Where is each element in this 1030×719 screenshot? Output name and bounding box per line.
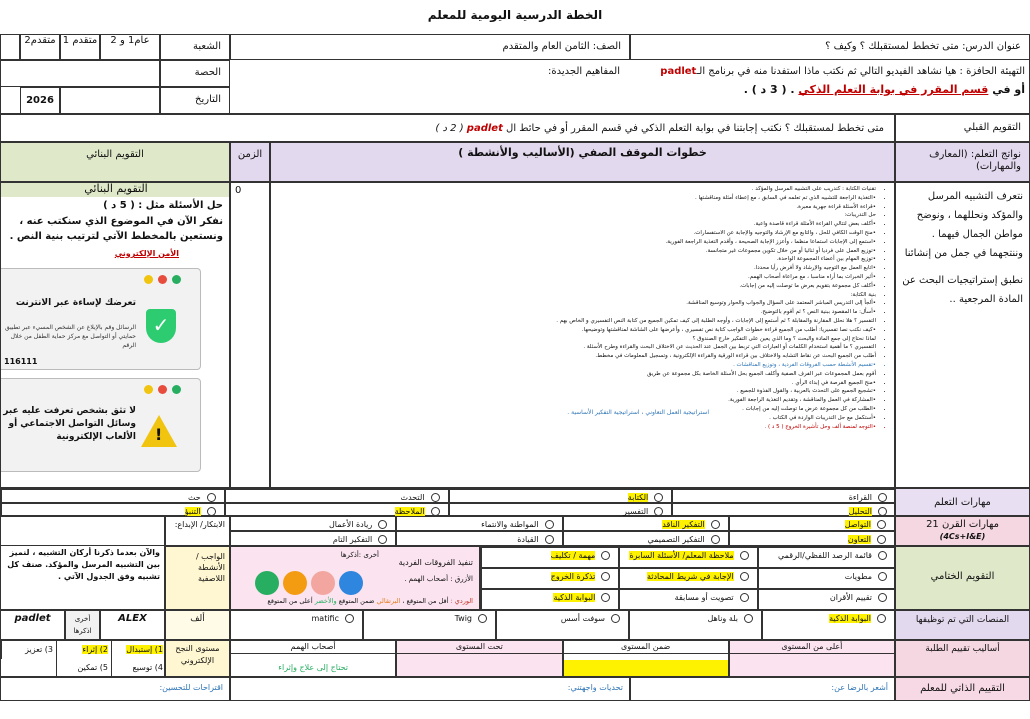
skill-item-label: الملاحظة (394, 507, 425, 516)
skill-item-label: القراءة (848, 493, 872, 502)
final-item[interactable] (619, 568, 757, 589)
platform-item-label: بلة وناهل (707, 614, 738, 623)
formative-body (0, 182, 230, 488)
checkbox-icon[interactable] (601, 551, 610, 560)
safety-card-1 (0, 268, 201, 370)
assignment-text: والآن بعدما ذكرنا أركان التشبيه ، لنميز بين التشبيه المرسل والمؤكد. صنف كل تشبيه وفق الجدول الآتي . (0, 516, 165, 610)
warmup-line2 (630, 84, 1025, 96)
outcomes-header: نواتج التعلم: (المعارف والمهارات) (895, 142, 1030, 182)
pre-assessment-question: متى تخطط لمستقبلك ؟ نكتب إجابتنا في بوابة التعلم الذكي في قسم المقرر أو في حائط ال (506, 123, 884, 134)
class-col-1: عام1 و 2 (100, 34, 160, 60)
safety-card-1-body: الرسائل وقم بالإبلاغ عن الشخص المسيء عبر تطبيق حمايتي أو التواصل مع مركز حماية الطفل من خلال الرقم (4, 324, 136, 349)
final-item-label: مطويات (844, 572, 872, 581)
level-orange-label: البرتقالي (376, 597, 401, 605)
final-item-label: ملاحظة المعلم/ الأسئلة السابرة (629, 551, 734, 560)
final-item-label: تذكرة الخروج (550, 572, 596, 581)
skill-item[interactable] (1, 489, 225, 503)
level-label: أعلى من المستوى (730, 641, 894, 654)
pink-face-icon (311, 571, 335, 595)
self-eval-label: التقييم الذاتي للمعلم (895, 677, 1030, 701)
time-header: الزمن (230, 142, 270, 182)
step-item: • •التوجه لمنصة ألف وحل تأشيرة الخروج ( 5 د ) . (275, 423, 876, 432)
final-item-label: الإجابة في شريط المحادثة (646, 572, 734, 581)
skill-item-label: الكتابة (627, 493, 649, 502)
level-label: تحت المستوى (397, 641, 561, 654)
alex-label: ALEX (100, 610, 165, 640)
step-item: • •توزيع المهام بين أعضاء المجموعة الواحدة. (275, 255, 876, 264)
c21-item[interactable] (729, 516, 895, 531)
safety-card-1-number: 116111 (4, 357, 38, 366)
step-item: • •أستكمل مع حل التدريبات الواردة في الكتاب . (275, 414, 876, 423)
checkbox-icon[interactable] (478, 614, 487, 623)
safety-title: الأمن الإلكتروني (114, 249, 179, 258)
level-pink-text: أقل من المتوقع ، (402, 597, 449, 605)
step-item: • حل التدريبات: (275, 211, 876, 220)
checkbox-icon[interactable] (878, 493, 887, 502)
period-label: الحصة (160, 60, 230, 87)
checkbox-icon[interactable] (545, 535, 554, 544)
step-item: • •اتابع العمل مع التوجيه والإرشاد ولا أفرض رأيا محددا. (275, 264, 876, 273)
step-item: • لماذا نحتاج إلى جمع المادة والبحث ؟ وما الذي يعين على التفكير خارج الصندوق ؟ (275, 335, 876, 344)
checkbox-icon[interactable] (877, 614, 886, 623)
date-label: التاريخ (160, 87, 230, 114)
step-item: • •المشاركة في العمل والمناقشة ، وتقديم التغذية الراجعة الفورية. (275, 396, 876, 405)
final-item[interactable] (619, 589, 757, 610)
alef-label: ألف (165, 610, 230, 640)
checkbox-icon[interactable] (740, 593, 749, 602)
checkbox-icon[interactable] (711, 520, 720, 529)
warmup-time: . ( 3 د ) . (743, 83, 795, 96)
c21-item[interactable] (396, 516, 562, 531)
c21-item-label: المواطنة والانتماء (481, 520, 539, 529)
step-item: • التفسير ؟ هلا نحلل المقارنة والمقابلة ؟ ثم أستمع إلى الإجابات ، وأوجه الطلبة إلى كيف تمكين الجميع من كتابة النص التفسيري و الخاص بهم . (275, 317, 876, 326)
step-item: • •استمع إلى الإجابات استماعا منظما ، وأعزز الإجابة الصحيحة ، وأقدم التغذية الراجعة الفورية. (275, 238, 876, 247)
checkbox-icon[interactable] (740, 572, 749, 581)
checkbox-icon[interactable] (740, 551, 749, 560)
progress-label: مستوى النجح الإلكتروني (165, 640, 230, 677)
final-item[interactable] (758, 547, 896, 568)
outcome-2: نطبق إستراتيجيات البحث عن المادة المرجعية .. (902, 275, 1023, 305)
platform-item-label: سوفت أسس (560, 614, 605, 623)
progress-item[interactable] (56, 641, 111, 659)
warmup-or: أو في (992, 83, 1025, 96)
level-green-label: والأخضر (314, 597, 337, 605)
skill-item[interactable] (672, 503, 896, 517)
safety-card-1-title: تعرضك لإساءة عبر الانترنت (15, 298, 136, 308)
skill-item-label: التحليل (848, 507, 872, 516)
checkbox-icon[interactable] (711, 535, 720, 544)
c21-title: مهارات القرن 21 (926, 519, 999, 530)
padlet-platform: padlet (0, 610, 65, 640)
step-item: • •منح الجميع الفرصة في إبداء الرأي . (275, 379, 876, 388)
c21-item-label: القيادة (517, 535, 539, 544)
final-item[interactable] (758, 589, 896, 610)
checkbox-icon[interactable] (431, 493, 440, 502)
checkbox-icon[interactable] (601, 572, 610, 581)
self-suggestions: اقتراحات للتحسين: (0, 677, 230, 701)
final-item[interactable] (481, 547, 619, 568)
level-blue: الأزرق : أصحاب الهمم . (404, 575, 473, 583)
final-label: التقويم الختامي (895, 546, 1030, 610)
step-item: • •أكلف بعض لتتالي القراءة الأمثلة قراءة قاصدة واعية. (275, 220, 876, 229)
c21-item-label: التفكير التصميمي (647, 535, 705, 544)
platform-item[interactable] (496, 610, 629, 640)
level-cell (396, 640, 562, 677)
progress-item-label: 3) تعزيز (25, 645, 53, 654)
c21-item-label: التواصل (844, 520, 871, 529)
level-green-text: أعلى من المتوقع (267, 597, 313, 605)
skill-item[interactable] (225, 489, 449, 503)
pre-assessment-text (0, 114, 895, 142)
need-text: تحتاج إلى علاج وإثراء (278, 663, 349, 672)
skill-item[interactable] (449, 489, 673, 503)
platform-item[interactable] (230, 610, 363, 640)
level-label: أصحاب الهمم (231, 641, 395, 654)
level-cell (729, 640, 895, 677)
checkbox-icon[interactable] (877, 535, 886, 544)
step-item: • أطلب من الجميع البحث عن نقاط التشابه والاختلاف بين قراءة الورقية والقراءة الإلكترونية ، وتسجيل المعلومات في مخطط. (275, 352, 876, 361)
checkbox-icon[interactable] (654, 493, 663, 502)
step-item: • •أكلف كل مجموعة بتقويم بعرض ما توصلت إليه من إجابات. (275, 282, 876, 291)
evaluation-label: أساليب تقييم الطلبة (895, 640, 1030, 677)
step-item: • •الطلب من كل مجموعة عرض ما توصلت إليه من إجابات . (275, 405, 876, 414)
platform-item-label: Twig (454, 614, 472, 623)
level-cell (230, 640, 396, 677)
step-item: • •أسأل: ما المقصود ببنية النص ؟ ثم أقوم بالتوضيح. (275, 308, 876, 317)
c21-item-label: التفكير الناقد (662, 520, 705, 529)
step-item: • تقنيات الكتابة : كتدريب على التشبيه المرسل والمؤكد . (275, 185, 876, 194)
formative-text: نفكر الآن في الموضوع الذي سنكتب عنه ، ونستعين بالمخطط الآتي لترتيب بنية النص . (9, 216, 223, 242)
level-pink-label: الوردي : (450, 597, 473, 605)
final-item[interactable] (481, 589, 619, 610)
skill-item-label: التنبؤ (184, 507, 201, 516)
checkbox-icon[interactable] (345, 614, 354, 623)
steps-strategy: استراتيجية العمل التعاوني ، استراتيجية التفكير الأساسية . (567, 409, 709, 416)
c21-item[interactable] (230, 531, 396, 546)
c21-grid (230, 516, 895, 546)
pre-assessment-padlet: padlet (466, 123, 503, 134)
warmup-padlet: padlet (660, 66, 697, 77)
step-item: • بنية الكتابة: (275, 291, 876, 300)
platform-item[interactable] (762, 610, 895, 640)
checkbox-icon[interactable] (207, 507, 216, 516)
skill-item[interactable] (672, 489, 896, 503)
new-concepts: المفاهيم الجديدة: (547, 66, 620, 77)
step-item: • التفسيري ؟ ما أهمية استخدام الكلمات أو العبارات التي تربط بين الجمل عند الحديث عن الاختلاف البحث والقراءة وطرح الأسئلة . (275, 343, 876, 352)
skill-item-label: التفسير (623, 507, 649, 516)
lesson-title-cell (630, 34, 1030, 60)
step-item: • •كيف نكتب نصا تفسيريا: أطلب من الجميع قراءة خطوات الواجب كتابة نص تفسيري ، وأعرضها على الشاشة لمناقشتها وتوضيحها. (275, 326, 876, 335)
skill-item[interactable] (1, 503, 225, 517)
final-item[interactable] (481, 568, 619, 589)
level-label: ضمن المستوى (564, 641, 728, 654)
class-col-2: متقدم 1 (60, 34, 100, 60)
checkbox-icon[interactable] (878, 572, 887, 581)
time-body (230, 182, 270, 488)
progress-item-label: 4) توسيع (132, 663, 163, 672)
step-item: • •توزيع العمل على فرديا أو ثنائيا أو من خلال تكوين مجموعات غير متجانسة. (275, 247, 876, 256)
step-item: • •تشجيع الجميع على التحدث بالعربية ، والقول الفذوة للجميع . (275, 387, 876, 396)
step-item: • أقوم بعمل المجموعات عبر الفرف الصفية وأكلف الجميع بحل الأسئلة الخاصة بكل مجموعة عن طريق (275, 370, 876, 379)
levels-grid (230, 640, 895, 677)
time-value: 0 (235, 185, 242, 196)
lesson-title: متى تخطط لمستقبلك ؟ وكيف ؟ (825, 41, 959, 52)
step-item: • •أثير الخبرات بما أراه مناسبا ، مع مراعاة أصحاب الهمم. (275, 273, 876, 282)
skill-item[interactable] (225, 503, 449, 517)
warmup-line1 (630, 66, 1025, 78)
homework-label: الواجب / الأنشطة اللاصفية (165, 546, 230, 610)
c21-item[interactable] (396, 531, 562, 546)
steps-header: خطوات الموقف الصفي (الأساليب والأنشطة ) (270, 142, 895, 182)
progress-item[interactable] (56, 659, 111, 677)
checkbox-icon[interactable] (878, 507, 887, 516)
platforms-grid (230, 610, 895, 640)
outcome-1: نتعرف التشبيه المرسل والمؤكد ونحللهما ، ونوضح مواطن الجمال فيهما . وننتجهما في جمل من إنشائنا (904, 191, 1023, 259)
step-item: • •منح الوقت الكافي للحل ، والتابع مع الإرشاد والتوجيه والإجابة عن الاستفسارات. (275, 229, 876, 238)
checkbox-icon[interactable] (207, 493, 216, 502)
checkbox-icon[interactable] (878, 593, 887, 602)
self-challenges: تحديات واجهتني: (230, 677, 630, 701)
safety-card-2 (0, 378, 201, 472)
differentiation-box (230, 546, 480, 610)
level-fill (564, 660, 728, 676)
checkbox-icon[interactable] (611, 614, 620, 623)
platform-item-label: البوابة الذكية (829, 614, 871, 623)
checkbox-icon[interactable] (431, 507, 440, 516)
c21-item-label: ريادة الأعمال (328, 520, 373, 529)
c21-item[interactable] (230, 516, 396, 531)
pre-assessment-time: ( 2 د ) (435, 123, 464, 134)
final-item-label: تصويت أو مسابقة (674, 593, 734, 602)
warmup-link[interactable]: قسم المقرر في بوابة التعلم الذكي (798, 83, 989, 96)
progress-item[interactable] (111, 659, 166, 677)
skills-label: مهارات التعلم (895, 488, 1030, 516)
skill-item[interactable] (449, 503, 673, 517)
checkbox-icon[interactable] (877, 520, 886, 529)
final-item-label: قائمة الرصد اللفظي/الرقمي (777, 551, 872, 560)
formative-q-label: حل الأسئلة مثل : ( 5 د ) (103, 200, 223, 211)
final-item-label: مهمة / تكليف (550, 551, 596, 560)
c21-item-label: التفكير التام (332, 535, 373, 544)
section-label: الشعبة (160, 34, 230, 60)
level-cell (563, 640, 729, 677)
formative-header: التقويم البنائي (0, 142, 230, 182)
progress-grid (0, 640, 165, 677)
platform-item[interactable] (629, 610, 762, 640)
platform-item[interactable] (363, 610, 496, 640)
skill-item-label: حث (187, 493, 201, 502)
lesson-label: عنوان الدرس: (962, 41, 1021, 52)
checkbox-icon[interactable] (378, 535, 387, 544)
platforms-label: المنصات التي تم توظيفها (895, 610, 1030, 640)
class-col-3: متقدم2 (20, 34, 60, 60)
others-label: أخرى :أذكرها (340, 551, 379, 559)
platform-item-label: matific (311, 614, 339, 623)
steps-list (275, 185, 890, 431)
grade: الصف: الثامن العام والمتقدم (230, 34, 630, 60)
c21-item-label: التعاون (847, 535, 871, 544)
c21-label (895, 516, 1030, 546)
year-cell: 2026 (20, 87, 60, 114)
formative-subheader: التقويم البنائي (1, 183, 230, 197)
level-pink (223, 597, 473, 605)
c21-item[interactable] (563, 531, 729, 546)
final-grid (480, 546, 895, 610)
warning-mark: ! (155, 425, 163, 444)
steps-body (270, 182, 895, 488)
others-platform: أخرى اذكرها (65, 610, 100, 640)
checkbox-icon[interactable] (601, 593, 610, 602)
progress-item-label: 2) إثراء (82, 645, 108, 654)
innovation-label: الابتكار/ الإبداع: (165, 516, 230, 546)
pre-assessment-label: التقويم القبلي (895, 114, 1030, 142)
final-item[interactable] (619, 547, 757, 568)
final-item[interactable] (758, 568, 896, 589)
step-item: • •التغذية الراجعة للتشبيه الذي تم تعلمه في السابق ، مع إعطاء أمثلة ومناقشتها . (275, 194, 876, 203)
warmup-text: التهيئة الحافزة : هيا نشاهد الفيديو التالي ثم نكتب ماذا استفدنا منه في برنامج الـ (696, 66, 1025, 77)
step-item: • •تقسيم الأنشطة حسب الفروقات الفردية ، وتوزيع المناقشات . (275, 361, 876, 370)
checkbox-icon[interactable] (878, 551, 887, 560)
skill-item-label: التحدث (400, 493, 425, 502)
orange-face-icon (283, 571, 307, 595)
final-item-label: تقييم الأقران (829, 593, 872, 602)
progress-item-label: 5) تمكين (77, 663, 108, 672)
safety-card-2-text: لا تثق بشخص تعرفت عليه عبر وسائل التواصل الاجتماعي أو الألعاب الإلكترونية (3, 406, 136, 442)
shield-icon: ✓ (146, 309, 176, 343)
checkbox-icon[interactable] (378, 520, 387, 529)
checkbox-icon[interactable] (654, 507, 663, 516)
outcomes-body (895, 182, 1030, 488)
skills-grid (0, 488, 895, 516)
step-item: • •قراءة الأسئلة قراءة جهرية معبرة. (275, 203, 876, 212)
checkbox-icon[interactable] (545, 520, 554, 529)
c21-item[interactable] (729, 531, 895, 546)
green-face-icon (255, 571, 279, 595)
c21-sub: (4Cs+I&E) (939, 532, 986, 541)
diff-label: تنفيذ الفروقات الفردية (398, 558, 473, 567)
step-item: • •ألجأ إلى التدريس المباشر المعتمد على السؤال والجواب والحوار وتوسيع المناقشة. (275, 299, 876, 308)
progress-item-label: 1) إستبدال (126, 645, 163, 654)
self-satisfied: أشعر بالرضا عن: (630, 677, 895, 701)
c21-item[interactable] (563, 516, 729, 531)
page-title: الخطة الدرسية اليومية للمعلم (427, 8, 603, 22)
final-item-label: البوابة الذكية (553, 593, 596, 602)
progress-item[interactable] (1, 641, 56, 659)
checkbox-icon[interactable] (744, 614, 753, 623)
progress-item[interactable] (111, 641, 166, 659)
blue-face-icon (339, 571, 363, 595)
level-orange-text: ضمن المتوقع (338, 597, 375, 605)
